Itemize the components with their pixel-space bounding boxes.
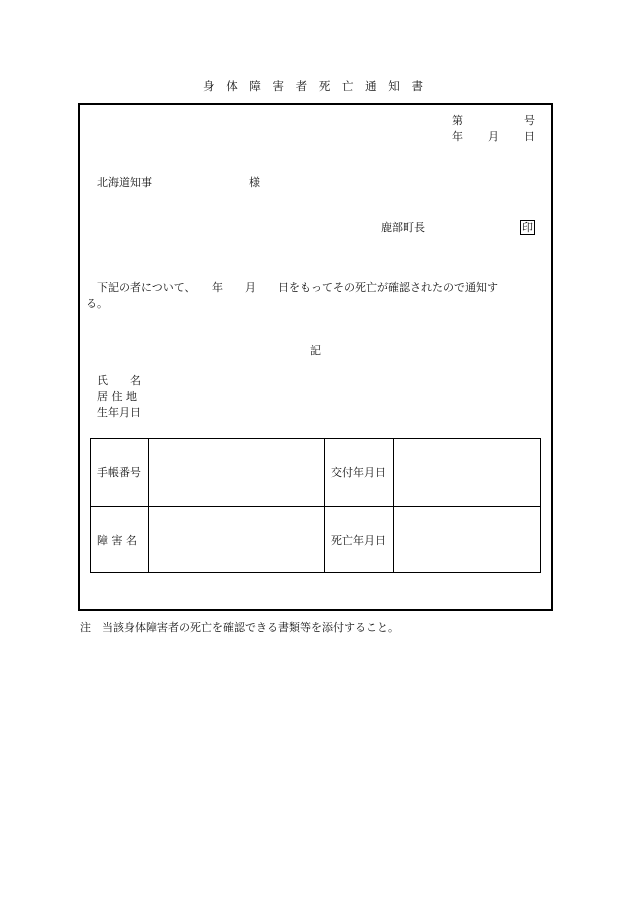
cell-disability-label: 障 害 名 [97,534,137,547]
table-divider [91,506,540,507]
person-fields [97,373,141,421]
form-frame [78,103,553,611]
body-text-line1: 下記の者について、 年 月 日をもってその死亡が確認されたので通知す [97,281,499,294]
addressee-honorific: 様 [249,176,260,189]
seal-mark: 印 [522,221,533,234]
info-table [90,438,541,573]
ki-heading: 記 [310,344,321,357]
addressee-name: 北海道知事 [97,176,152,189]
date-year-label: 年 [452,130,463,143]
document-title: 身 体 障 害 者 死 亡 通 知 書 [203,79,427,93]
date-month-label: 月 [488,130,499,143]
cell-death-date-label: 死亡年月日 [331,534,386,547]
sender-title: 鹿部町長 [381,221,425,234]
field-address-label: 居 住 地 [97,390,137,403]
footnote: 注 当該身体障害者の死亡を確認できる書類等を添付すること。 [80,621,399,634]
number-suffix: 号 [524,114,535,127]
field-name-label: 氏 名 [97,374,141,387]
cell-handbook-number-label: 手帳番号 [97,466,141,479]
field-birthdate-label: 生年月日 [97,406,141,419]
body-text-line2: る。 [86,297,108,310]
date-day-label: 日 [524,130,535,143]
cell-issue-date-label: 交付年月日 [331,466,386,479]
number-prefix: 第 [452,114,463,127]
